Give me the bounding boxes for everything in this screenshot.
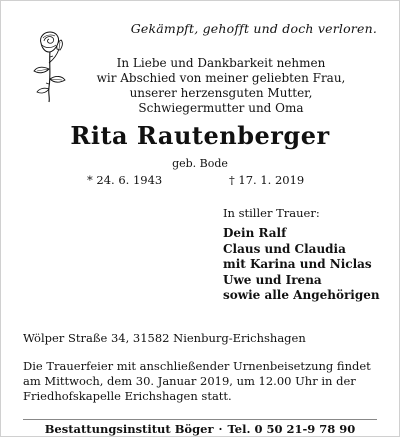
mourners-block (223, 206, 380, 304)
deceased-name: Rita Rautenberger (70, 121, 330, 150)
motto: Gekämpft, gehofft und doch verloren. (130, 21, 377, 36)
service-line: Friedhofskapelle Erichshagen statt. (23, 389, 232, 403)
service-details (23, 359, 377, 404)
death-date: † 17. 1. 2019 (229, 173, 305, 187)
intro-line: In Liebe und Dankbarkeit nehmen (116, 56, 326, 70)
address: Wölper Straße 34, 31582 Nienburg-Erichshagen (23, 331, 306, 345)
mourner-name: mit Karina und Niclas (223, 257, 372, 271)
rose-icon (29, 29, 69, 103)
intro-line: unserer herzensguten Mutter, (129, 86, 313, 100)
funeral-home-name: Bestattungsinstitut Böger (44, 421, 214, 436)
mourner-name: Claus und Claudia (223, 241, 346, 256)
service-line: Die Trauerfeier mit anschließender Urnenbeisetzung findet (23, 359, 371, 373)
intro-line: wir Abschied von meiner geliebten Frau, (96, 71, 346, 85)
footer-separator: · (218, 421, 223, 436)
intro-text (81, 56, 361, 116)
funeral-home-phone: Tel. 0 50 21-9 78 90 (227, 421, 356, 436)
mourner-name: Uwe und Irena (223, 272, 322, 287)
mourners-heading: In stiller Trauer: (223, 206, 320, 220)
funeral-home-footer (23, 419, 377, 437)
service-line: am Mittwoch, dem 30. Januar 2019, um 12.00 Uhr in der (23, 374, 356, 388)
mourner-name: Dein Ralf (223, 226, 287, 240)
maiden-name: geb. Bode (172, 157, 228, 170)
intro-line: Schwiegermutter und Oma (138, 101, 304, 115)
mourner-name: sowie alle Angehörigen (223, 288, 380, 302)
birth-date: * 24. 6. 1943 (87, 173, 163, 187)
